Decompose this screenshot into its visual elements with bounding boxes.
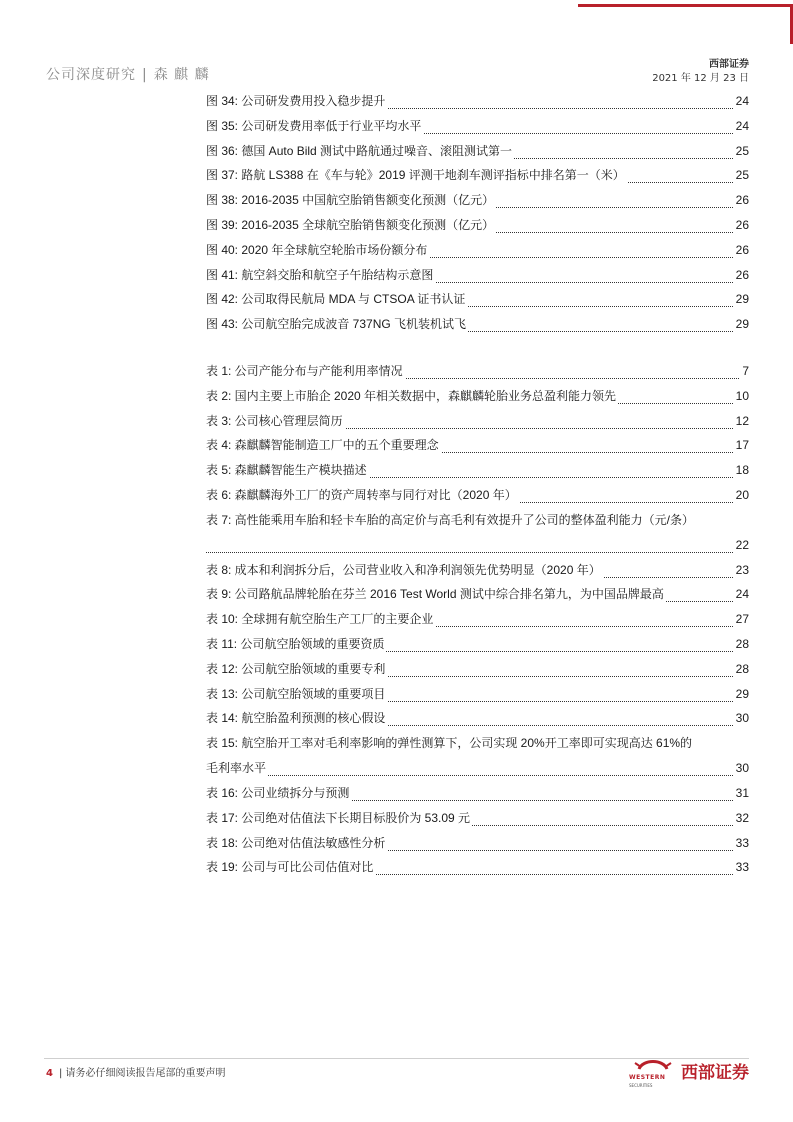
toc-entry-page: 26 xyxy=(735,193,749,208)
toc-entry-label: 表 2: 国内主要上市胎企 2020 年相关数据中，森麒麟轮胎业务总盈利能力领先 xyxy=(206,388,617,403)
toc-entry-page: 29 xyxy=(735,317,749,332)
disclaimer-text: 请务必仔细阅读报告尾部的重要声明 xyxy=(65,1068,226,1079)
toc-entry-page: 20 xyxy=(735,487,749,502)
toc-entry-page: 29 xyxy=(735,292,749,307)
table-list-continued xyxy=(206,561,749,735)
toc-entry[interactable] xyxy=(206,266,749,291)
logo-en-sub: SECURITIES xyxy=(629,1083,653,1088)
toc-entry-page: 12 xyxy=(735,413,749,428)
toc-entry[interactable] xyxy=(206,387,749,412)
toc-entry-label: 表 11: 公司航空胎领域的重要资质 xyxy=(206,636,385,651)
logo-mark-icon xyxy=(629,1057,677,1088)
toc-entry-label-continued: 毛利率水平 xyxy=(206,761,267,776)
toc-entry[interactable] xyxy=(206,561,749,586)
toc-entry[interactable] xyxy=(206,117,749,142)
toc-entry[interactable] xyxy=(206,216,749,241)
company-logo xyxy=(629,1056,749,1088)
toc-entry-page: 33 xyxy=(735,835,749,850)
toc-entry-label: 表 12: 公司航空胎领域的重要专利 xyxy=(206,661,386,676)
toc-entry-table7-line1[interactable] xyxy=(206,511,749,536)
table-list xyxy=(206,362,749,511)
toc-entry[interactable] xyxy=(206,585,749,610)
toc-entry-label: 表 14: 航空胎盈利预测的核心假设 xyxy=(206,711,386,726)
toc-entry[interactable] xyxy=(206,241,749,266)
toc-entry-label: 表 3: 公司核心管理层简历 xyxy=(206,413,343,428)
toc-entry[interactable] xyxy=(206,315,749,340)
toc-entry[interactable] xyxy=(206,709,749,734)
toc-entry-label: 图 41: 航空斜交胎和航空子午胎结构示意图 xyxy=(206,267,434,282)
toc-entry-label: 图 38: 2016-2035 中国航空胎销售额变化预测（亿元） xyxy=(206,193,495,208)
toc-entry[interactable] xyxy=(206,486,749,511)
toc-entry-page: 24 xyxy=(735,587,749,602)
page-number: 4 xyxy=(46,1068,53,1079)
toc-entry-label: 表 18: 公司绝对估值法敏感性分析 xyxy=(206,835,386,850)
toc-entry-label: 表 6: 森麒麟海外工厂的资产周转率与同行对比（2020 年） xyxy=(206,487,517,502)
toc-entry-label: 表 16: 公司业绩拆分与预测 xyxy=(206,785,350,800)
corner-accent-horizontal xyxy=(578,4,793,7)
toc-entry-label: 表 13: 公司航空胎领域的重要项目 xyxy=(206,686,386,701)
toc-entry-label: 图 36: 德国 Auto Bild 测试中路航通过噪音、滚阻测试第一 xyxy=(206,143,513,158)
toc-entry-label: 图 43: 公司航空胎完成波音 737NG 飞机装机试飞 xyxy=(206,317,467,332)
toc-entry-label: 表 8: 成本和利润拆分后，公司营业收入和净利润领先优势明显（2020 年） xyxy=(206,562,601,577)
toc-entry-page: 24 xyxy=(735,118,749,133)
toc-entry-label: 图 39: 2016-2035 全球航空胎销售额变化预测（亿元） xyxy=(206,217,495,232)
toc-entry[interactable] xyxy=(206,635,749,660)
toc-entry[interactable] xyxy=(206,685,749,710)
toc-entry-label: 表 1: 公司产能分布与产能利用率情况 xyxy=(206,363,403,378)
toc-entry[interactable] xyxy=(206,92,749,117)
toc-entry-label: 表 9: 公司路航品牌轮胎在芬兰 2016 Test World 测试中综合排名第九，为中国品牌最高 xyxy=(206,587,664,602)
toc-entry-page: 29 xyxy=(735,686,749,701)
toc-entry-label: 表 10: 全球拥有航空胎生产工厂的主要企业 xyxy=(206,612,434,627)
header-brand: 西部证券 xyxy=(709,59,749,70)
toc-entry[interactable] xyxy=(206,166,749,191)
header-separator: | xyxy=(142,67,148,83)
toc-entry-page: 22 xyxy=(735,537,749,552)
toc-entry[interactable] xyxy=(206,290,749,315)
toc-entry[interactable] xyxy=(206,809,749,834)
toc-entry[interactable] xyxy=(206,834,749,859)
toc-entry-page: 27 xyxy=(735,612,749,627)
footer-notice xyxy=(46,1064,226,1079)
toc-entry-label: 表 5: 森麒麟智能生产模块描述 xyxy=(206,463,367,478)
toc-entry[interactable] xyxy=(206,362,749,387)
toc-entry-page: 25 xyxy=(735,143,749,158)
toc-entry-page: 31 xyxy=(735,785,749,800)
toc-entry-page: 18 xyxy=(735,463,749,478)
toc-entry-page: 26 xyxy=(735,242,749,257)
table-list-end xyxy=(206,784,749,883)
table-of-contents xyxy=(206,92,749,883)
toc-entry[interactable] xyxy=(206,660,749,685)
logo-cn: 西部证券 xyxy=(681,1062,749,1083)
footer-separator: | xyxy=(58,1068,63,1079)
toc-entry[interactable] xyxy=(206,858,749,883)
toc-entry-label: 表 17: 公司绝对估值法下长期目标股价为 53.09 元 xyxy=(206,810,471,825)
toc-entry-page: 10 xyxy=(735,388,749,403)
toc-entry[interactable] xyxy=(206,436,749,461)
report-type: 公司深度研究 xyxy=(46,67,136,83)
toc-entry-table7-line2[interactable] xyxy=(206,536,749,561)
bull-icon xyxy=(629,1057,677,1075)
leader-dots xyxy=(206,774,749,776)
toc-entry-page: 25 xyxy=(735,168,749,183)
toc-entry-page: 24 xyxy=(735,94,749,108)
toc-entry[interactable] xyxy=(206,784,749,809)
toc-entry[interactable] xyxy=(206,412,749,437)
toc-entry[interactable] xyxy=(206,461,749,486)
toc-entry-page: 30 xyxy=(735,761,749,776)
toc-entry[interactable] xyxy=(206,191,749,216)
figure-list xyxy=(206,92,749,340)
logo-en: WESTERN xyxy=(629,1074,666,1081)
toc-entry-label: 图 35: 公司研发费用率低于行业平均水平 xyxy=(206,118,422,133)
toc-entry-page: 28 xyxy=(735,636,749,651)
leader-dots xyxy=(206,551,749,553)
company-name: 森 麒 麟 xyxy=(153,67,210,83)
header-brand-date xyxy=(652,58,749,86)
toc-entry-table15-line1[interactable] xyxy=(206,734,749,759)
toc-entry-label: 图 34: 公司研发费用投入稳步提升 xyxy=(206,94,386,108)
section-gap xyxy=(206,340,749,362)
toc-entry-page: 28 xyxy=(735,661,749,676)
toc-entry-page: 30 xyxy=(735,711,749,726)
toc-entry[interactable] xyxy=(206,610,749,635)
toc-entry-page: 33 xyxy=(735,860,749,875)
toc-entry-label: 表 19: 公司与可比公司估值对比 xyxy=(206,860,374,875)
report-header xyxy=(46,64,210,84)
report-date: 2021 年 12 月 23 日 xyxy=(652,73,749,84)
toc-entry-table15-line2[interactable] xyxy=(206,759,749,784)
toc-entry-page: 32 xyxy=(735,810,749,825)
toc-entry-label: 图 40: 2020 年全球航空轮胎市场份额分布 xyxy=(206,242,428,257)
toc-entry-label: 表 15: 航空胎开工率对毛利率影响的弹性测算下，公司实现 20%开工率即可实现高达 61%的 xyxy=(206,736,693,751)
toc-entry-page: 7 xyxy=(742,363,749,378)
toc-entry-page: 23 xyxy=(735,562,749,577)
toc-entry-label: 图 37: 路航 LS388 在《车与轮》2019 评测干地刹车测评指标中排名第一（米） xyxy=(206,168,625,183)
toc-entry-label: 图 42: 公司取得民航局 MDA 与 CTSOA 证书认证 xyxy=(206,292,466,307)
toc-entry-page: 26 xyxy=(735,267,749,282)
toc-entry-page: 17 xyxy=(735,438,749,453)
toc-entry-page: 26 xyxy=(735,217,749,232)
toc-entry-label: 表 4: 森麒麟智能制造工厂中的五个重要理念 xyxy=(206,438,439,453)
toc-entry-label: 表 7: 高性能乘用车胎和轻卡车胎的高定价与高毛利有效提升了公司的整体盈利能力（元/条） xyxy=(206,512,695,527)
toc-entry[interactable] xyxy=(206,142,749,167)
